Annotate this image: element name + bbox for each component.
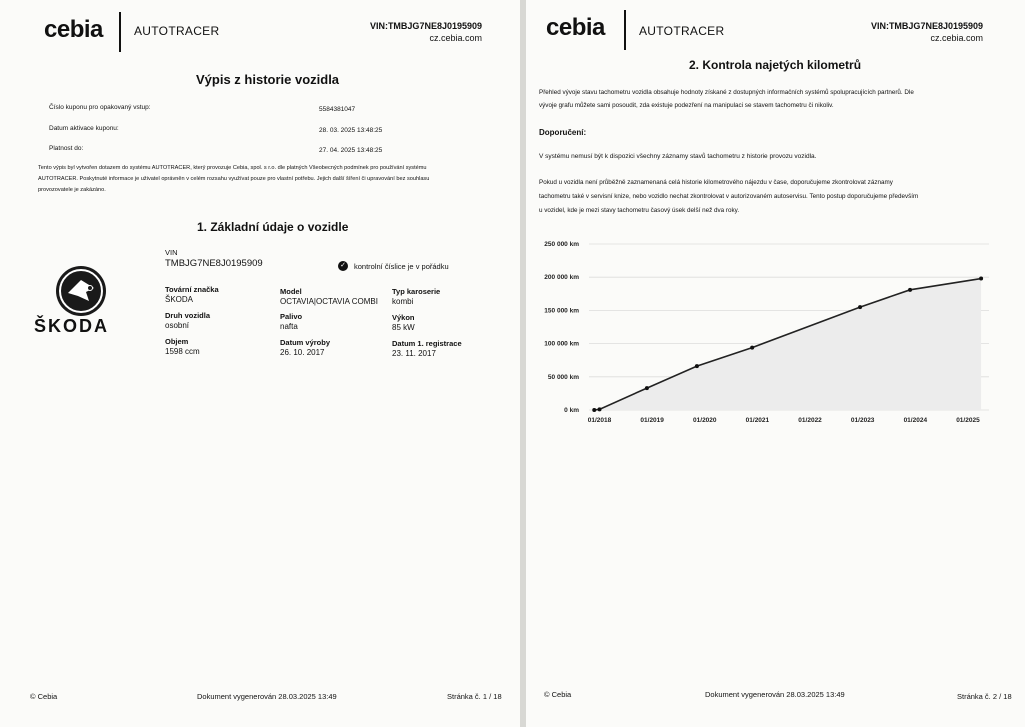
- cebia-logo: cebia: [44, 16, 103, 43]
- recommendation-title: Doporučení:: [539, 128, 587, 137]
- mileage-point: [979, 277, 983, 281]
- footer-page-number: Stránka č. 1 / 18: [447, 692, 502, 701]
- x-tick-label: 01/2020: [693, 417, 717, 424]
- info-label: Číslo kuponu pro opakovaný vstup:: [49, 104, 151, 111]
- info-value: 27. 04. 2025 13:48:25: [319, 147, 383, 154]
- disclaimer-line: provozovatele je zakázáno.: [38, 187, 106, 193]
- footer-copyright: © Cebia: [544, 690, 572, 699]
- cebia-logo: cebia: [546, 14, 605, 41]
- skoda-wordmark: ŠKODA: [34, 316, 110, 336]
- footer-copyright: © Cebia: [30, 692, 58, 701]
- field-label: Model: [280, 287, 302, 296]
- report-title: Výpis z historie vozidla: [196, 72, 340, 87]
- field-label: Výkon: [392, 313, 415, 322]
- field-value: osobní: [165, 321, 190, 330]
- x-tick-label: 01/2018: [587, 417, 612, 424]
- disclaimer-line: AUTOTRACER. Poskytnuté informace je uživatel oprávněn v celém rozsahu využívat pouze pro vlastní potřebu. Jejich další šíření či upravování bez souhlasu: [38, 176, 430, 182]
- field-value: ŠKODA: [165, 295, 194, 304]
- footer-generated: Dokument vygenerován 28.03.2025 13:49: [705, 690, 845, 699]
- mileage-point: [908, 288, 912, 292]
- intro-line: Přehled vývoje stavu tachometru vozidla obsahuje hodnoty získané z dostupných informačních systémů spolupracujících partnerů. Dle: [539, 89, 914, 96]
- skoda-emblem-icon: [56, 266, 106, 316]
- autotracer-label: AUTOTRACER: [639, 24, 725, 38]
- field-label: Typ karoserie: [392, 287, 441, 296]
- header-vin: VIN:TMBJG7NE8J0195909: [870, 21, 983, 31]
- check-text: kontrolní číslice je v pořádku: [354, 262, 449, 271]
- field-value: 26. 10. 2017: [280, 348, 325, 357]
- field-value: OCTAVIA|OCTAVIA COMBI: [280, 297, 378, 306]
- mileage-point: [592, 408, 596, 412]
- y-tick-label: 0 km: [564, 407, 579, 414]
- field-label: Datum výroby: [280, 338, 331, 347]
- field-value: kombi: [392, 297, 414, 306]
- mileage-point: [695, 364, 699, 368]
- field-label: Palivo: [280, 312, 303, 321]
- logo-divider: [624, 10, 626, 50]
- info-label: Datum aktivace kuponu:: [49, 125, 119, 132]
- report-page-2: [526, 0, 1025, 727]
- advice-line: tachometru také v servisní knize, nebo vozidlo nechat zkontrolovat v autorizovaném autoservisu. Tento postup doporučujeme především: [539, 193, 919, 200]
- mileage-point: [598, 407, 602, 411]
- info-value: 28. 03. 2025 13:48:25: [319, 127, 383, 134]
- vin-label: VIN: [165, 248, 178, 257]
- advice-line: u vozidel, kde je mezi stavy tachometru časový úsek delší než dva roky.: [539, 207, 740, 214]
- advice-line: Pokud u vozidla není průběžně zaznamenaná celá historie kilometrového nájezdu v čase, doporučujeme zkontrolovat záznamy: [539, 179, 893, 186]
- y-tick-label: 150 000 km: [544, 307, 579, 315]
- x-tick-label: 01/2023: [850, 417, 875, 424]
- vin-value: TMBJG7NE8J0195909: [165, 258, 263, 269]
- check-icon: ✓: [338, 261, 348, 271]
- field-value: 85 kW: [392, 323, 415, 332]
- y-tick-label: 250 000 km: [544, 241, 579, 248]
- mileage-point: [750, 346, 754, 350]
- header-vin: VIN:TMBJG7NE8J0195909: [369, 21, 482, 31]
- field-label: Objem: [165, 337, 189, 346]
- header-website: cz.cebia.com: [429, 33, 482, 43]
- footer-generated: Dokument vygenerován 28.03.2025 13:49: [197, 692, 337, 701]
- field-value: 1598 ccm: [165, 347, 200, 356]
- mileage-area: [594, 279, 981, 410]
- mileage-chart: [531, 232, 1011, 432]
- logo-divider: [119, 12, 121, 52]
- mileage-point: [645, 386, 649, 390]
- mileage-point: [858, 305, 862, 309]
- disclaimer-line: Tento výpis byl vytvořen dotazem do systému AUTOTRACER, který provozuje Cebia, spol. s r.o. dle platných Všeobecných podmínek pro používání systému: [38, 165, 427, 171]
- x-tick-label: 01/2021: [745, 417, 770, 424]
- field-label: Druh vozidla: [165, 311, 211, 320]
- field-label: Datum 1. registrace: [392, 339, 462, 348]
- autotracer-label: AUTOTRACER: [134, 24, 220, 38]
- x-tick-label: 01/2022: [798, 417, 822, 424]
- field-value: 23. 11. 2017: [392, 349, 436, 358]
- info-value: 5584381047: [319, 106, 356, 113]
- x-tick-label: 01/2025: [956, 417, 980, 424]
- field-value: nafta: [280, 322, 298, 331]
- info-label: Platnost do:: [49, 145, 84, 152]
- footer-page-number: Stránka č. 2 / 18: [957, 692, 1012, 701]
- header-website: cz.cebia.com: [930, 33, 983, 43]
- x-tick-label: 01/2019: [640, 417, 664, 424]
- recommendation-text: V systému nemusí být k dispozici všechny záznamy stavů tachometru z historie provozu vozidla.: [539, 153, 817, 160]
- intro-line: vývoje grafu můžete sami posoudit, zda existuje podezření na manipulaci se stavem tachometru či nikoliv.: [539, 102, 834, 109]
- section-title-mileage: 2. Kontrola najetých kilometrů: [689, 58, 862, 72]
- field-label: Tovární značka: [165, 285, 219, 294]
- x-tick-label: 01/2024: [903, 417, 928, 424]
- y-tick-label: 200 000 km: [544, 274, 579, 282]
- y-tick-label: 100 000 km: [544, 340, 579, 348]
- y-tick-label: 50 000 km: [547, 373, 579, 381]
- section-title-basic: 1. Základní údaje o vozidle: [197, 220, 349, 234]
